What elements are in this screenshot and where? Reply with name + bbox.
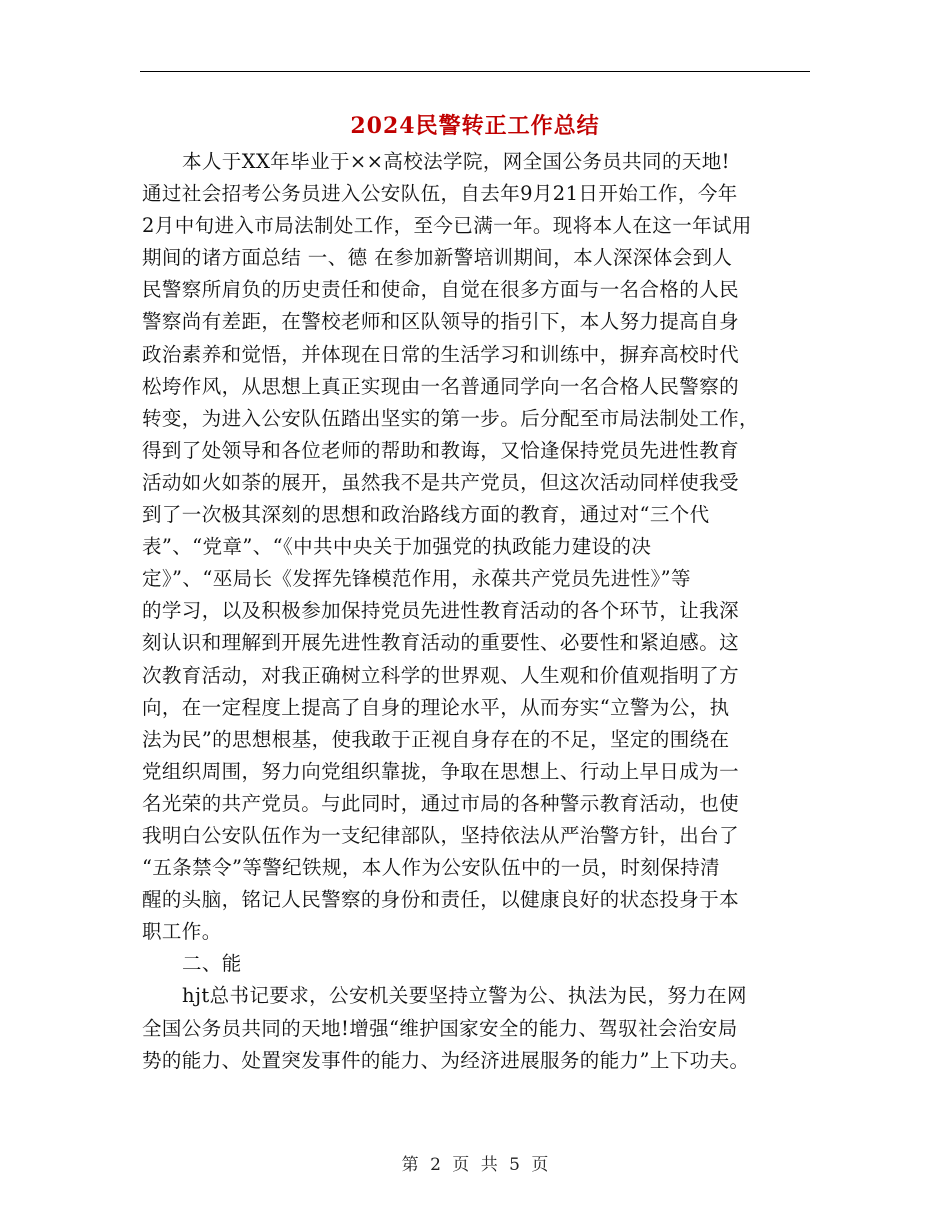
body-line: 民警察所肩负的历史责任和使命，自觉在很多方面与一名合格的人民 <box>142 278 740 302</box>
body-line: 转变，为进入公安队伍踏出坚实的第一步。后分配至市局法制处工作， <box>142 406 759 430</box>
body-line: 本人于XX年毕业于××高校法学院，网全国公务员共同的天地! <box>182 150 730 173</box>
body-line: 政治素养和觉悟，并体现在日常的生活学习和训练中，摒弃高校时代 <box>142 342 740 366</box>
body-line: 职工作。 <box>142 920 222 944</box>
body-line: 的学习，以及积极参加保持党员先进性教育活动的各个环节，让我深 <box>142 599 740 623</box>
body-line: 活动如火如荼的展开，虽然我不是共产党员，但这次活动同样使我受 <box>142 470 740 494</box>
body-line: 势的能力、处置突发事件的能力、为经济进展服务的能力”上下功夫。 <box>142 1048 750 1072</box>
body-line: 次教育活动，对我正确树立科学的世界观、人生观和价值观指明了方 <box>142 663 740 687</box>
footer-suffix: 页 <box>531 1155 549 1175</box>
body-line: 党组织周围，努力向党组织靠拢，争取在思想上、行动上早日成为一 <box>142 759 740 783</box>
body-line: 期间的诸方面总结 一、德 在参加新警培训期间，本人深深体会到人 <box>142 246 733 270</box>
body-line: 通过社会招考公务员进入公安队伍，自去年9月21日开始工作，今年 <box>142 182 738 206</box>
header-rule <box>140 71 810 72</box>
document-title: 2024民警转正工作总结 <box>350 113 600 139</box>
body-line: 表”、“党章”、“《中共中央关于加强党的执政能力建设的决 <box>142 535 652 559</box>
total-pages-number: 5 <box>509 1155 520 1175</box>
page-footer <box>0 1150 950 1180</box>
footer-prefix: 第 <box>401 1155 419 1175</box>
body-line: 向，在一定程度上提高了自身的理论水平，从而夯实“立警为公，执 <box>142 695 730 719</box>
body-line: 到了一次极其深刻的思想和政治路线方面的教育，通过对“三个代 <box>142 503 710 527</box>
body-line: 2月中旬进入市局法制处工作，至今已满一年。现将本人在这一年试用 <box>142 214 752 238</box>
footer-page-word: 页 <box>452 1155 470 1175</box>
body-line: 名光荣的共产党员。与此同时，通过市局的各种警示教育活动，也使 <box>142 791 740 815</box>
section-heading: 二、能 <box>182 952 242 976</box>
body-line: 全国公务员共同的天地!增强“维护国家安全的能力、驾驭社会治安局 <box>142 1016 738 1040</box>
body-line: “五条禁令”等警纪铁规，本人作为公安队伍中的一员，时刻保持清 <box>142 856 720 880</box>
body-line: 得到了处领导和各位老师的帮助和教诲，又恰逢保持党员先进性教育 <box>142 438 740 462</box>
body-line: 我明白公安队伍作为一支纪律部队，坚持依法从严治警方针，出台了 <box>142 823 740 847</box>
body-line: 松垮作风，从思想上真正实现由一名普通同学向一名合格人民警察的 <box>142 374 740 398</box>
document-body <box>142 146 810 1077</box>
body-line: hjt总书记要求，公安机关要坚持立警为公、执法为民，努力在网 <box>182 984 747 1008</box>
body-line: 刻认识和理解到开展先进性教育活动的重要性、必要性和紧迫感。这 <box>142 631 740 655</box>
footer-total-word: 共 <box>480 1155 498 1175</box>
body-line: 法为民”的思想根基，使我敢于正视自身存在的不足，坚定的围绕在 <box>142 727 730 751</box>
body-line: 定》”、“巫局长《发挥先锋模范作用，永葆共产党员先进性》”等 <box>142 567 691 591</box>
body-line: 警察尚有差距，在警校老师和区队领导的指引下，本人努力提高自身 <box>142 310 740 334</box>
current-page-number: 2 <box>430 1155 441 1175</box>
body-line: 醒的头脑，铭记人民警察的身份和责任，以健康良好的状态投身于本 <box>142 888 740 912</box>
